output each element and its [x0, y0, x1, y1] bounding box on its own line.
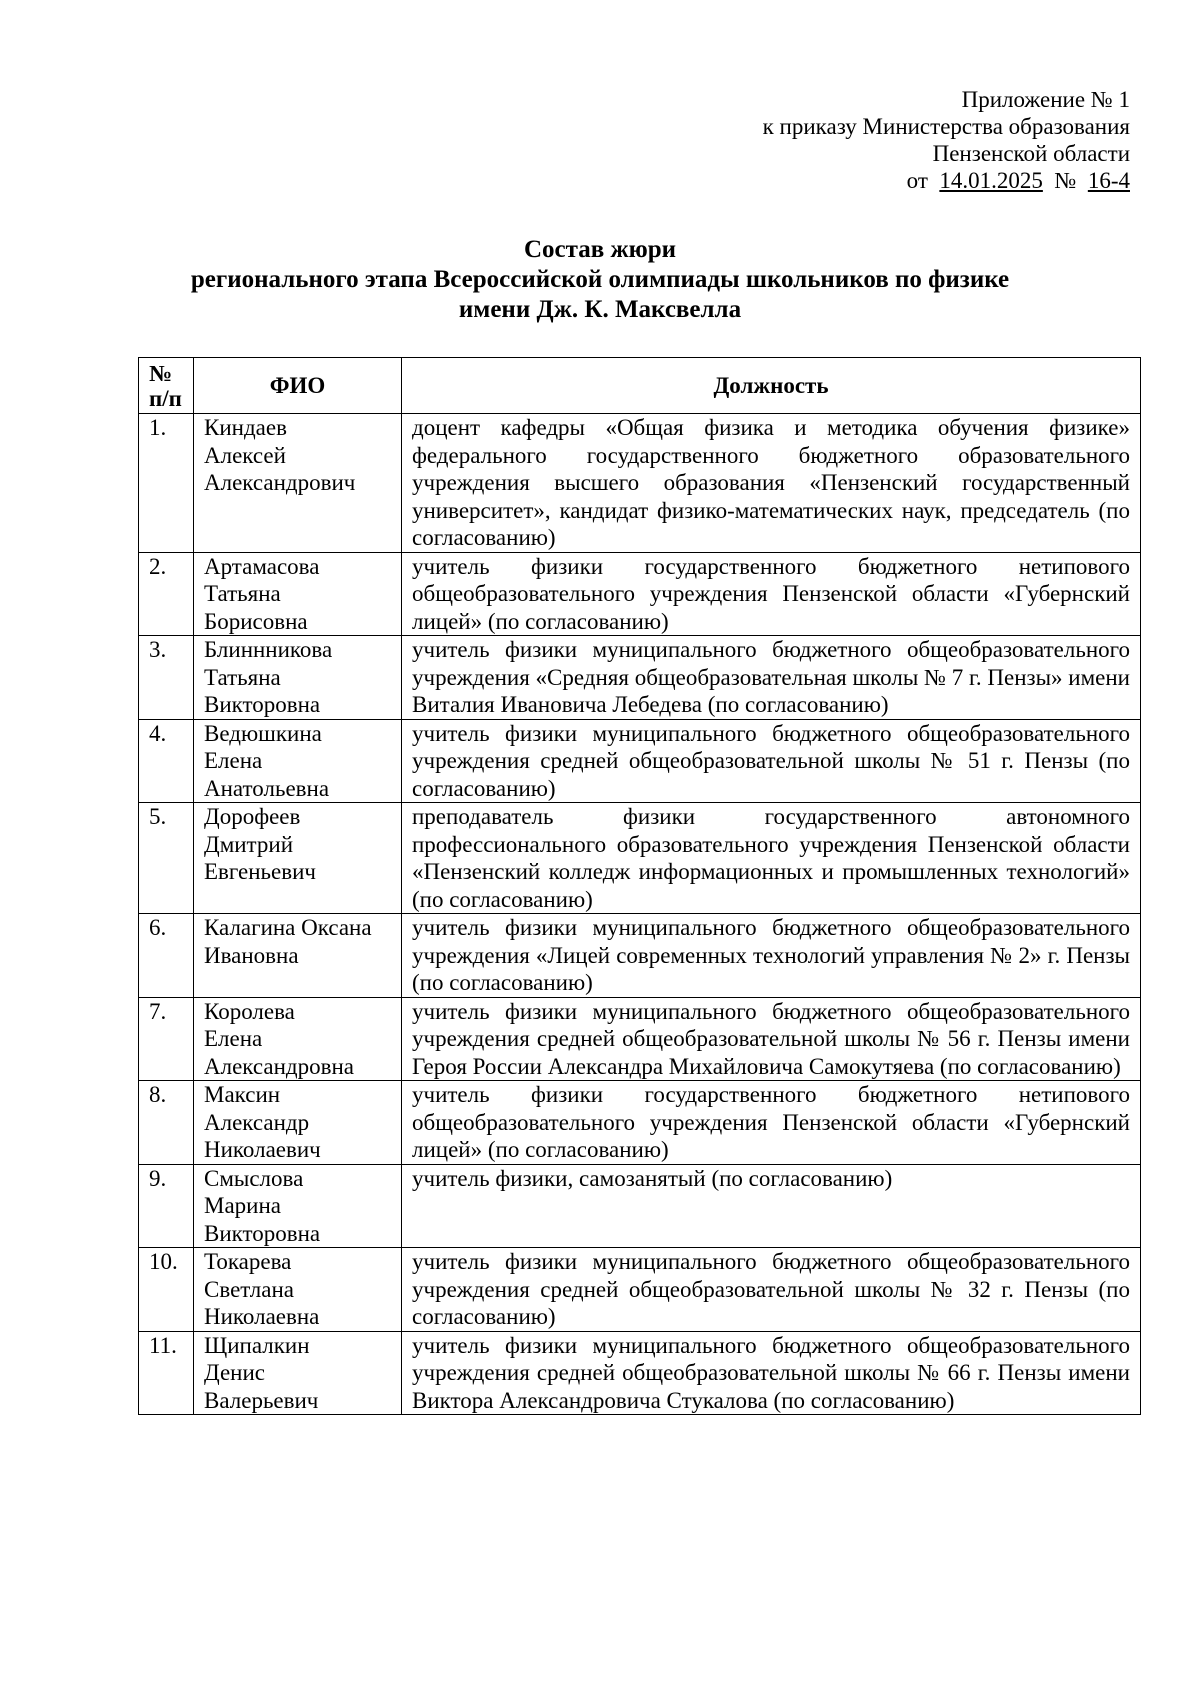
member-name-part: Александр [204, 1109, 310, 1135]
member-name-part: Блиннникова [204, 637, 333, 662]
member-position: учитель физики государственного бюджетного нетипового общеобразовательного учреждения Пензенской области «Губернский лицей» (по согласованию) [402, 552, 1141, 636]
member-name [194, 414, 402, 553]
table-row [139, 552, 1141, 636]
member-name-part: Александрович [204, 470, 356, 495]
member-name-part: Артамасова [204, 553, 320, 579]
member-position: учитель физики муниципального бюджетного общеобразовательного учреждения средней общеобразовательной школы № 66 г. Пензы имени Виктора Александровича Стукалова (по согласованию) [402, 1331, 1141, 1415]
member-name [194, 1248, 402, 1332]
member-name-part: Николаевна [204, 1304, 320, 1329]
row-number: 10. [139, 1248, 194, 1332]
row-number: 7. [139, 997, 194, 1081]
member-name-part: Александровна [204, 1053, 354, 1079]
member-name [194, 1164, 402, 1248]
table-row [139, 1331, 1141, 1415]
table-row [139, 914, 1141, 998]
member-name [194, 803, 402, 914]
table-row [139, 1164, 1141, 1248]
member-name-part: Киндаев [204, 415, 287, 440]
date-prefix: от [906, 168, 928, 193]
order-date: 14.01.2025 [939, 168, 1043, 193]
row-number: 9. [139, 1164, 194, 1248]
row-number: 6. [139, 914, 194, 998]
member-position: преподаватель физики государственного автономного профессионального образовательного учреждения Пензенской области «Пензенский колледж информационных и промышленных технологий» (по согласованию) [402, 803, 1141, 914]
member-position: учитель физики муниципального бюджетного общеобразовательного учреждения средней общеобразовательной школы № 51 г. Пензы (по согласованию) [402, 719, 1141, 803]
member-name-part: Ивановна [204, 942, 299, 968]
table-row [139, 997, 1141, 1081]
row-number: 5. [139, 803, 194, 914]
member-name-part: Татьяна [204, 581, 281, 606]
appendix-header [610, 86, 1130, 194]
member-name-part: Алексей [204, 442, 286, 468]
member-name-part: Елена [204, 748, 263, 773]
table-row [139, 1248, 1141, 1332]
table-body [139, 414, 1141, 1415]
member-name-part: Калагина Оксана [204, 915, 372, 940]
member-position: учитель физики муниципального бюджетного общеобразовательного учреждения «Лицей современных технологий управления № 2» г. Пензы (по согласованию) [402, 914, 1141, 998]
row-number: 2. [139, 552, 194, 636]
row-number: 3. [139, 636, 194, 720]
document-title [0, 235, 1200, 325]
row-number: 8. [139, 1081, 194, 1165]
member-name-part: Щипалкин [204, 1332, 310, 1358]
row-number: 1. [139, 414, 194, 553]
member-name-part: Николаевич [204, 1137, 321, 1162]
member-name-part: Татьяна [204, 664, 281, 690]
member-name-part: Светлана [204, 1276, 294, 1302]
appendix-label: Приложение № 1 [961, 87, 1130, 112]
member-name [194, 636, 402, 720]
row-number: 11. [139, 1331, 194, 1415]
member-name-part: Евгеньевич [204, 859, 316, 884]
member-position: учитель физики, самозанятый (по согласованию) [402, 1164, 1141, 1248]
number-sign: № [1054, 168, 1077, 193]
member-name-part: Елена [204, 1026, 263, 1051]
title-line-1: Состав жюри [523, 236, 677, 263]
member-name-part: Дорофеев [204, 804, 301, 829]
member-name-part: Токарева [204, 1249, 292, 1274]
member-name [194, 997, 402, 1081]
order-reference: к приказу Министерства образования [762, 114, 1130, 139]
table-row [139, 803, 1141, 914]
member-name [194, 1331, 402, 1415]
header-fio: ФИО [194, 358, 402, 414]
title-line-3: имени Дж. К. Максвелла [458, 296, 742, 323]
member-name-part: Ведюшкина [204, 720, 322, 746]
table-row [139, 414, 1141, 553]
member-name-part: Денис [204, 1360, 266, 1385]
member-position: доцент кафедры «Общая физика и методика обучения физике» федерального государственного бюджетного образовательного учреждения высшего образования «Пензенский государственный университет», кандидат физико-математических наук, председатель (по согласованию) [402, 414, 1141, 553]
member-name [194, 552, 402, 636]
member-position: учитель физики государственного бюджетного нетипового общеобразовательного учреждения Пензенской области «Губернский лицей» (по согласованию) [402, 1081, 1141, 1165]
member-name-part: Викторовна [204, 692, 321, 717]
order-date-line [610, 167, 1130, 194]
member-position: учитель физики муниципального бюджетного общеобразовательного учреждения средней общеобразовательной школы № 56 г. Пензы имени Героя России Александра Михайловича Самокутяева (по согласованию) [402, 997, 1141, 1081]
member-name-part: Смыслова [204, 1165, 304, 1191]
member-name-part: Борисовна [204, 608, 308, 634]
table-row [139, 636, 1141, 720]
member-name-part: Анатольевна [204, 775, 330, 801]
table-row [139, 1081, 1141, 1165]
header-position: Должность [402, 358, 1141, 414]
member-position: учитель физики муниципального бюджетного общеобразовательного учреждения «Средняя общеобразовательная школы № 7 г. Пензы» имени Виталия Ивановича Лебедева (по согласованию) [402, 636, 1141, 720]
member-name-part: Максин [204, 1082, 281, 1107]
member-name-part: Марина [204, 1193, 281, 1218]
order-number: 16-4 [1087, 168, 1130, 193]
table-row [139, 719, 1141, 803]
member-name [194, 914, 402, 998]
row-number: 4. [139, 719, 194, 803]
member-name-part: Дмитрий [204, 831, 294, 857]
member-name-part: Викторовна [204, 1220, 321, 1246]
member-name [194, 719, 402, 803]
member-name [194, 1081, 402, 1165]
member-name-part: Валерьевич [204, 1387, 319, 1413]
header-num: № п/п [139, 358, 194, 414]
member-position: учитель физики муниципального бюджетного общеобразовательного учреждения средней общеобразовательной школы № 32 г. Пензы (по согласованию) [402, 1248, 1141, 1332]
jury-table [138, 357, 1141, 1415]
table-header-row [139, 358, 1141, 414]
title-line-2: регионального этапа Всероссийской олимпиады школьников по физике [190, 266, 1010, 293]
member-name-part: Королева [204, 998, 295, 1024]
region-name: Пензенской области [932, 141, 1130, 166]
